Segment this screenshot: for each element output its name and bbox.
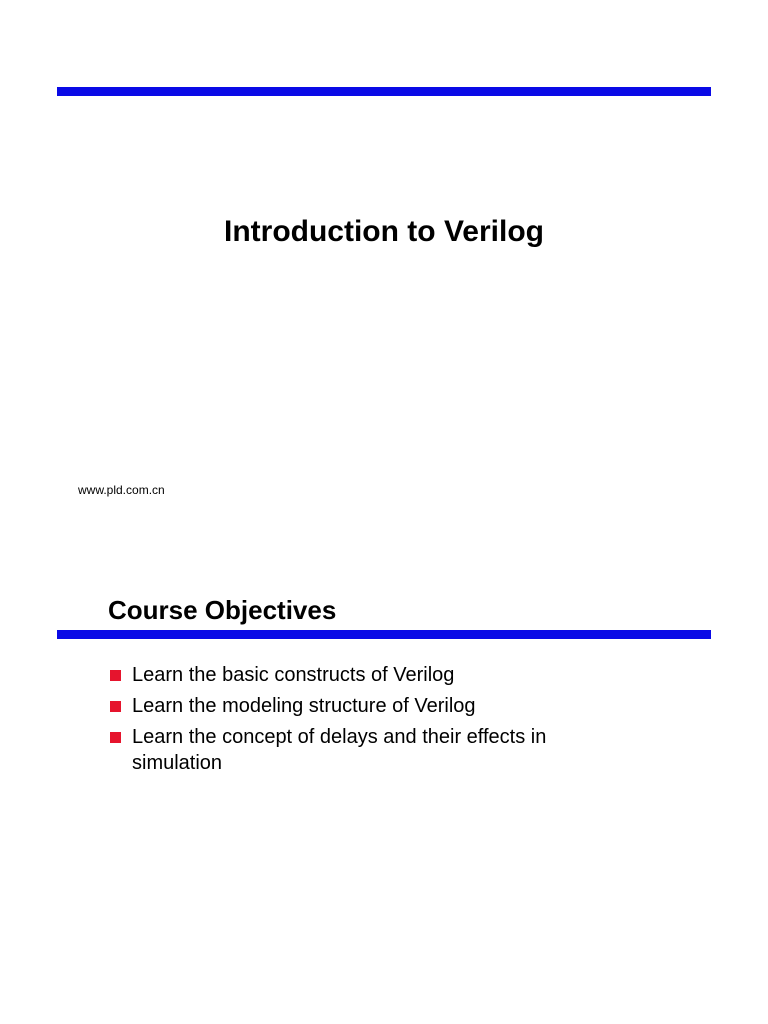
objective-text: Learn the basic constructs of Verilog [132,664,455,686]
slide-title: Introduction to Verilog [224,215,544,248]
top-divider-rule [57,87,711,96]
website-url: www.pld.com.cn [78,483,165,497]
section-heading: Course Objectives [108,595,337,625]
objective-text: Learn the modeling structure of Verilog [132,695,476,717]
list-item [108,693,628,719]
objectives-list [108,662,628,781]
section-divider-rule [57,630,711,639]
square-bullet-icon [110,670,121,681]
objective-text: Learn the concept of delays and their effects in simulation [132,726,547,774]
square-bullet-icon [110,701,121,712]
list-item [108,724,628,776]
square-bullet-icon [110,732,121,743]
list-item [108,662,628,688]
